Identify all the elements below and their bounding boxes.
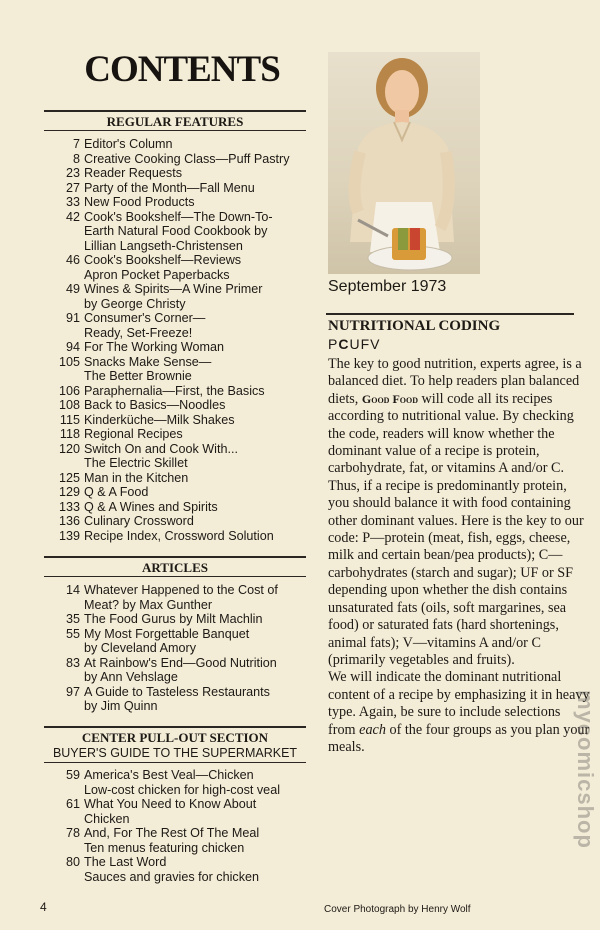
toc-entry bbox=[44, 855, 314, 884]
divider bbox=[44, 576, 306, 577]
toc-entry bbox=[44, 195, 314, 210]
toc-entry bbox=[44, 500, 314, 515]
toc-page-number: 14 bbox=[65, 583, 80, 597]
toc-page-number: 136 bbox=[58, 514, 80, 528]
toc-page-number: 59 bbox=[65, 768, 80, 782]
toc-page-number: 91 bbox=[65, 311, 80, 325]
divider bbox=[44, 762, 306, 763]
toc-page-number: 120 bbox=[58, 441, 80, 456]
paragraph-text: of the four groups as you plan your meals. bbox=[328, 721, 590, 755]
toc-entry bbox=[44, 826, 314, 855]
toc-page-number: 129 bbox=[58, 485, 80, 499]
nutrition-heading: NUTRITIONAL CODING bbox=[328, 318, 501, 334]
toc-page-number: 27 bbox=[65, 180, 80, 195]
toc-page-number: 115 bbox=[59, 412, 80, 427]
divider bbox=[44, 130, 306, 131]
toc-page-number: 78 bbox=[65, 826, 80, 840]
articles-list bbox=[44, 583, 314, 714]
nutrition-body bbox=[328, 356, 590, 756]
toc-entry bbox=[44, 137, 314, 152]
toc-title: Back to Basics—Noodles bbox=[84, 398, 226, 412]
regular-features-list bbox=[44, 137, 314, 543]
toc-title: Creative Cooking Class—Puff Pastry bbox=[84, 151, 290, 166]
toc-title: A Guide to Tasteless Restaurants by Jim Quinn bbox=[84, 684, 270, 713]
toc-title: Cook's Bookshelf—Reviews Apron Pocket Paperbacks bbox=[84, 253, 242, 282]
toc-entry bbox=[44, 253, 314, 282]
toc-entry bbox=[44, 427, 314, 442]
photo-credit: Cover Photograph by Henry Wolf bbox=[324, 904, 471, 915]
nutrition-paragraph-1 bbox=[328, 356, 590, 669]
toc-page-number: 55 bbox=[65, 626, 80, 641]
paragraph-text: will code all its recipes according to nutritional value. By checking the code, readers will know whether the dominant value of a recipe is protein, carbohydrate, fat, or vitamins A and/or C. Thus, if a recipe is predominantly protein, you should balance it with food containing other dominant values. Here is the key to our code: P—protein (meat, fish, eggs, cheese, milk and certain bean/pea products); C—carbohydrates (starch and sugar); UF or SF depending upon whether the dish contains unsaturated fats (oils, soft margarines, sea food) or saturated fats (hard shortenings, animal fats); V—vitamins A and/or C (primarily vegetables and fruits). bbox=[328, 390, 584, 668]
toc-title: Cook's Bookshelf—The Down-To- Earth Natural Food Cookbook by Lillian Langseth-Christensen bbox=[84, 209, 273, 253]
articles-heading bbox=[44, 556, 306, 576]
woman-with-dish-illustration bbox=[328, 52, 480, 274]
toc-title: Recipe Index, Crossword Solution bbox=[84, 528, 274, 543]
toc-title: At Rainbow's End—Good Nutrition by Ann Vehslage bbox=[84, 655, 277, 684]
toc-title: Q & A Food bbox=[84, 485, 149, 499]
toc-page-number: 97 bbox=[65, 684, 80, 699]
toc-page-number: 8 bbox=[72, 151, 80, 166]
paragraph-text: The key to good nutrition, experts agree, is a balanced diet. To help readers plan balanced diets, bbox=[328, 356, 582, 407]
toc-title: What You Need to Know About Chicken bbox=[84, 797, 257, 826]
watermark: mycomicshop bbox=[573, 690, 598, 849]
toc-entry bbox=[44, 210, 314, 254]
center-section-subheading: BUYER'S GUIDE TO THE SUPERMARKET bbox=[52, 746, 298, 760]
toc-entry bbox=[44, 768, 314, 797]
toc-title: Wines & Spirits—A Wine Primer by George Christy bbox=[84, 282, 263, 311]
toc-title: And, For The Rest Of The Meal Ten menus featuring chicken bbox=[84, 826, 260, 855]
toc-title: For The Working Woman bbox=[84, 340, 224, 354]
toc-title: Culinary Crossword bbox=[84, 514, 194, 528]
toc-entry bbox=[44, 471, 314, 486]
toc-title: Consumer's Corner— Ready, Set-Freeze! bbox=[84, 311, 206, 340]
page-title: CONTENTS bbox=[84, 49, 280, 90]
divider bbox=[326, 313, 574, 315]
toc-entry bbox=[44, 340, 314, 355]
toc-title: Reader Requests bbox=[84, 166, 183, 180]
paragraph-text: We will indicate the dominant nutritional content of a recipe by emphasizing it in heavy type. Again, be sure to include selections from bbox=[328, 669, 590, 738]
toc-title: America's Best Veal—Chicken Low-cost chicken for high-cost veal bbox=[84, 768, 280, 797]
page-number: 4 bbox=[40, 900, 47, 914]
toc-entry bbox=[44, 384, 314, 399]
toc-title: Party of the Month—Fall Menu bbox=[84, 180, 255, 195]
code-letter-p: P bbox=[328, 336, 339, 352]
articles-heading-text: ARTICLES bbox=[141, 560, 208, 575]
toc-title: Kinderküche—Milk Shakes bbox=[84, 412, 235, 427]
toc-entry bbox=[44, 181, 314, 196]
toc-page-number: 49 bbox=[65, 282, 80, 296]
toc-entry bbox=[44, 166, 314, 181]
nutrition-code bbox=[328, 336, 380, 352]
toc-entry bbox=[44, 612, 314, 627]
toc-page-number: 94 bbox=[65, 340, 80, 354]
toc-title: Man in the Kitchen bbox=[84, 470, 189, 485]
toc-entry bbox=[44, 485, 314, 500]
toc-entry bbox=[44, 152, 314, 167]
toc-entry bbox=[44, 282, 314, 311]
center-section-heading bbox=[44, 726, 306, 761]
toc-entry bbox=[44, 311, 314, 340]
toc-page-number: 23 bbox=[65, 166, 80, 180]
toc-page-number: 106 bbox=[58, 383, 80, 398]
toc-page-number: 7 bbox=[72, 137, 80, 151]
toc-entry bbox=[44, 355, 314, 384]
toc-title: New Food Products bbox=[84, 195, 195, 209]
toc-title: Q & A Wines and Spirits bbox=[84, 499, 218, 514]
center-section-list bbox=[44, 768, 314, 884]
toc-title: The Food Gurus by Milt Machlin bbox=[84, 612, 263, 626]
toc-page-number: 139 bbox=[58, 528, 80, 543]
toc-entry bbox=[44, 627, 314, 656]
toc-entry bbox=[44, 583, 314, 612]
toc-entry bbox=[44, 413, 314, 428]
toc-entry bbox=[44, 442, 314, 471]
cover-date-caption: September 1973 bbox=[328, 278, 447, 295]
code-letters-ufv: UFV bbox=[349, 336, 381, 352]
toc-entry bbox=[44, 797, 314, 826]
toc-title: Editor's Column bbox=[84, 137, 173, 151]
toc-title: Regional Recipes bbox=[84, 427, 183, 441]
toc-page-number: 46 bbox=[65, 253, 80, 267]
center-section-heading-text: CENTER PULL-OUT SECTION bbox=[81, 730, 269, 745]
toc-entry bbox=[44, 398, 314, 413]
toc-page-number: 118 bbox=[59, 427, 80, 441]
toc-page-number: 108 bbox=[58, 398, 80, 412]
toc-title: The Last Word Sauces and gravies for chicken bbox=[84, 855, 260, 884]
regular-features-heading-text: REGULAR FEATURES bbox=[106, 114, 244, 129]
toc-page-number: 133 bbox=[58, 499, 80, 514]
toc-entry bbox=[44, 514, 314, 529]
toc-entry bbox=[44, 529, 314, 544]
toc-page-number: 42 bbox=[65, 209, 80, 224]
toc-title: Snacks Make Sense— The Better Brownie bbox=[84, 354, 212, 383]
toc-page-number: 105 bbox=[58, 354, 80, 369]
toc-title: Whatever Happened to the Cost of Meat? by Max Gunther bbox=[84, 583, 278, 612]
magazine-name: Good Food bbox=[361, 391, 418, 406]
cover-photo bbox=[328, 52, 480, 274]
code-letter-c-emphasized: C bbox=[338, 336, 350, 352]
nutrition-paragraph-2 bbox=[328, 669, 590, 756]
toc-page-number: 33 bbox=[65, 195, 80, 209]
toc-entry bbox=[44, 685, 314, 714]
toc-title: Paraphernalia—First, the Basics bbox=[84, 383, 265, 398]
toc-title: Switch On and Cook With... The Electric Skillet bbox=[84, 441, 238, 470]
toc-entry bbox=[44, 656, 314, 685]
regular-features-heading bbox=[44, 110, 306, 130]
toc-page-number: 61 bbox=[65, 797, 80, 811]
toc-page-number: 80 bbox=[65, 855, 80, 869]
toc-page-number: 83 bbox=[65, 655, 80, 670]
toc-title: My Most Forgettable Banquet by Cleveland Amory bbox=[84, 626, 250, 655]
toc-page-number: 35 bbox=[65, 612, 80, 626]
emphasis-text: each bbox=[359, 721, 386, 738]
toc-page-number: 125 bbox=[58, 470, 80, 485]
